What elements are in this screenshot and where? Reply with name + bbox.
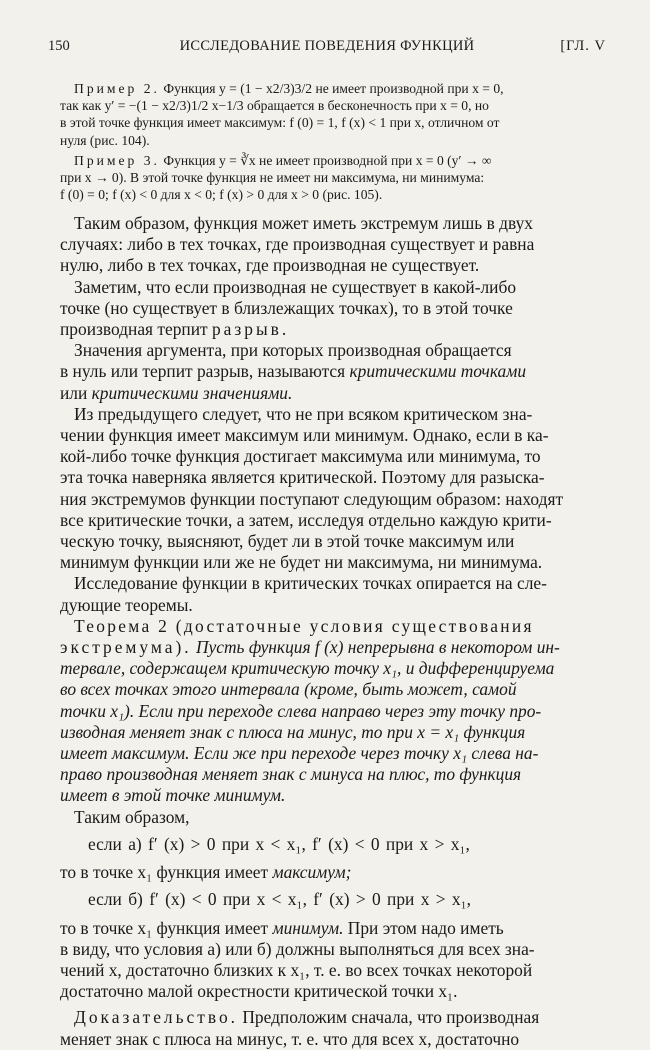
text-line: f (0) = 0; f (x) < 0 для x < 0; f (x) > 0 для x > 0 (рис. 105). <box>60 187 383 203</box>
text-line: ния экстремумов функции поступают следующим образом: находят <box>60 488 564 509</box>
example-3 <box>60 152 608 204</box>
text-line: в этой точке функция имеет максимум: f (0) = 1, f (x) < 1 при x, отличном от <box>60 115 500 131</box>
italic-term: минимум. <box>272 917 344 938</box>
theorem-heading: Теорема 2 (достаточные условия существования <box>74 615 534 636</box>
spaced-term: разрыв. <box>211 319 290 340</box>
text-line: минимум функции или же не будет ни максимума, ни минимума. <box>60 552 543 573</box>
text-line: нуля (рис. 104). <box>60 132 150 148</box>
text-line: все критические точки, а затем, исследуя отдельно каждую крити- <box>60 509 552 530</box>
theorem-line: изводная меняет знак с плюса на минус, то при x = x₁ функция <box>60 721 526 742</box>
text-line: меняет знак с плюса на минус, т. е. что для всех x, достаточно <box>60 1028 520 1049</box>
text-line: нулю, либо в тех точках, где производная не существует. <box>60 255 480 276</box>
text-line: ческую точку, выясняют, будет ли в этой точке максимум или <box>60 531 515 552</box>
text-line: в виду, что условия а) или б) должны выполняться для всех зна- <box>60 938 535 959</box>
theorem-line: имеет в этой точке минимум. <box>60 785 286 806</box>
proof-label: Доказательство. <box>74 1007 238 1028</box>
italic-term: критическими точками <box>349 361 527 382</box>
text-line: случаях: либо в тех точках, где производная существует и равна <box>60 234 535 255</box>
theorem-line: имеет максимум. Если же при переходе через точку x₁ слева на- <box>60 743 539 764</box>
italic-term: максимум; <box>272 862 352 883</box>
italic-term: критическими значениями. <box>91 382 293 403</box>
text-line: Функция y = ∛x не имеет производной при x = 0 (y′ → ∞ <box>163 153 492 168</box>
example-label: Пример 2. <box>74 81 160 96</box>
example-label: Пример 3. <box>74 153 160 168</box>
running-title: ИССЛЕДОВАНИЕ ПОВЕДЕНИЯ ФУНКЦИЙ <box>179 38 475 54</box>
text-line: при x → 0). В этой точке функция не имеет ни максимума, ни минимума: <box>60 170 485 186</box>
text-line: дующие теоремы. <box>60 594 193 615</box>
spaced-term: экстремума). <box>60 637 192 658</box>
text-line: Таким образом, <box>74 806 190 827</box>
text-line: Функция y = (1 − x2/3)3/2 не имеет производной при x = 0, <box>163 81 504 96</box>
theorem-line: во всех точках этого интервала (кроме, быть может, самой <box>60 679 517 700</box>
text-line: чении функция имеет максимум или минимум. Однако, если в ка- <box>60 425 549 446</box>
text-line: эта точка наверняка является критической. Поэтому для разыска- <box>60 467 545 488</box>
page-number: 150 <box>48 38 70 54</box>
theorem-line: право производная меняет знак с минуса на плюс, то функция <box>60 764 522 785</box>
chapter-label: [ГЛ. V <box>560 38 606 54</box>
text-line: так как y′ = −(1 − x2/3)1/2 x−1/3 обращается в бесконечность при x = 0, но <box>60 98 489 114</box>
text-line: Таким образом, функция может иметь экстремум лишь в двух <box>74 213 533 233</box>
theorem-line: тервале, содержащем критическую точку x₁, и дифференцируема <box>60 658 555 679</box>
body-text: Таким образом, функция может иметь экстремум лишь в двух случаях: либо в тех точках, где производная существует и равна нулю, либо в тех точках, где производная не существует. Заметим, что если производная не существует в какой-либо точке (но существует в близлежащих точках), то в этой точке производная терпит разрыв. Значения аргумента, при которых производная обращается в нуль или терпит разрыв, называются критическими точками или критическими значениями. Из предыдущего следует, что не при всяком критическом зна- чении функция имеет максимум или минимум. Однако, если в ка- кой-либо точке функция достигает максимума или минимума, то эта точка наверняка является критической. Поэтому для разыска- ния экстремумов функции поступают следующим образом: находят все критические точки, а затем, исследуя отдельно каждую крити- ческую точку, выясняют, будет ли в этой точке максимум или минимум функции или же не будет ни максимума, ни минимума. Исследование функции в критических точках опирается на сле- дующие теоремы. Теорема 2 (достаточные условия существования экстремума). Пусть функция f (x) непрерывна в некотором ин- тервале, содержащем критическую точку x₁, и дифференцируема во всех точках этого интервала (кроме, быть может, самой точки x₁). Если при переходе слева направо через эту точку про- изводная меняет знак с плюса на минус, то при x = x₁ функция имеет максимум. Если же при переходе через точку x₁ слева на- право производная меняет знак с минуса на плюс, то функция имеет в этой точке минимум. Таким образом, если а) f′ (x) > 0 при x < x₁, f′ (x) < 0 при x > x₁, то в точке x₁ функция имеет максимум; если б) f′ (x) < 0 при x < x₁, f′ (x) > 0 при x > x₁, то в точке x₁ функция имеет минимум. При этом надо иметь в виду, что условия а) или б) должны выполняться для всех зна- чений x, достаточно близких к x₁, т. е. во всех точках некоторой достаточно малой окрестности критической точки x₁. Доказательство. Предположим сначала, что производная меняет знак с плюса на минус, т. е. что для всех x, достаточно <box>60 213 606 1050</box>
text-line: точке (но существует в близлежащих точках), то в этой точке <box>60 297 513 318</box>
text-line: чений x, достаточно близких к x₁, т. е. во всех точках некоторой <box>60 959 533 980</box>
example-2 <box>60 80 608 149</box>
text-line: достаточно малой окрестности критической точки x₁. <box>60 981 458 1002</box>
text-line: Из предыдущего следует, что не при всяком критическом зна- <box>74 403 533 424</box>
formula-b: если б) f′ (x) < 0 при x < x₁, f′ (x) > 0 при x > x₁, <box>88 889 471 910</box>
page-header <box>48 38 606 58</box>
text-line: кой-либо точке функция достигает максимума или минимума, то <box>60 446 541 467</box>
text-line: Заметим, что если производная не существует в какой-либо <box>74 276 517 297</box>
text-line: Значения аргумента, при которых производная обращается <box>74 340 512 361</box>
formula-a: если а) f′ (x) > 0 при x < x₁, f′ (x) < 0 при x > x₁, <box>88 833 470 854</box>
theorem-line: точки x₁). Если при переходе слева направо через эту точку про- <box>60 700 542 721</box>
text-line: Исследование функции в критических точках опирается на сле- <box>74 573 547 594</box>
